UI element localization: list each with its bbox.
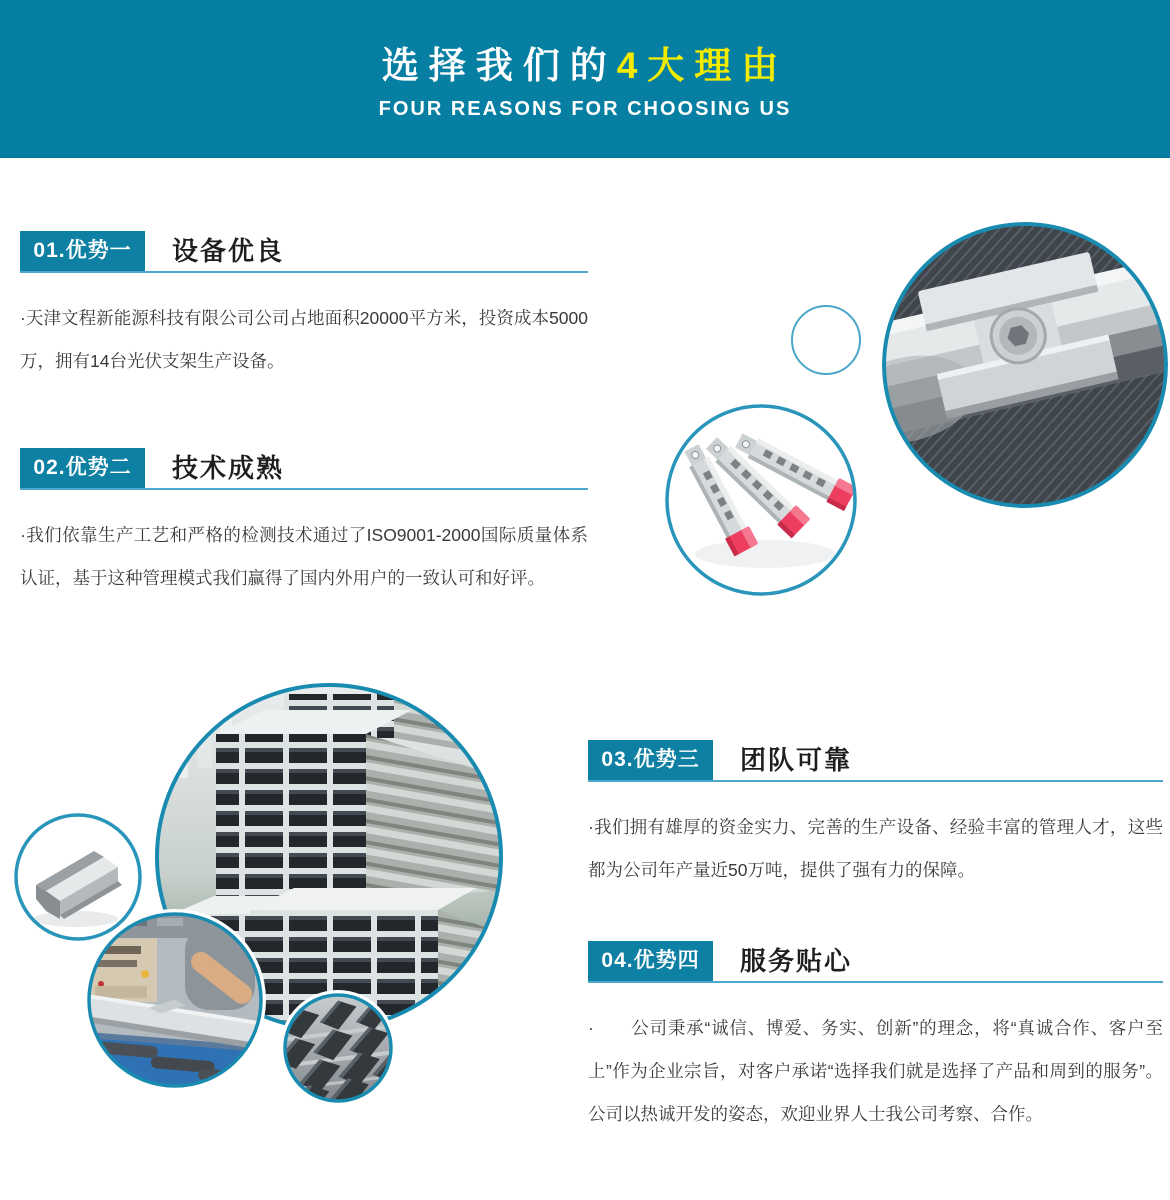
advantage-section-4 <box>588 941 1163 1136</box>
production-machine-illustration <box>87 912 263 1088</box>
advantage-2-tag: 02.优势二 <box>20 448 145 488</box>
advantage-3-text: ·我们拥有雄厚的资金实力、完善的生产设备、经验丰富的管理人才，这些都为公司年产量近50万吨，提供了强有力的保障。 <box>588 817 1163 880</box>
photo-stacked-parts <box>283 993 393 1103</box>
advantage-section-1 <box>20 231 588 383</box>
photo-solar-clamp <box>882 222 1168 508</box>
advantage-4-tag: 04.优势四 <box>588 941 713 981</box>
advantage-1-tag: 01.优势一 <box>20 231 145 271</box>
advantage-section-3 <box>588 740 1163 892</box>
advantage-2-header <box>20 448 588 490</box>
photo-u-channel <box>14 813 142 941</box>
advantage-4-title: 服务贴心 <box>740 946 853 976</box>
advantage-3-tag: 03.优势三 <box>588 740 713 780</box>
advantage-4-header <box>588 941 1163 983</box>
solar-clamp-illustration <box>882 222 1168 508</box>
advantage-3-header <box>588 740 1163 782</box>
bracket-bars-illustration <box>665 404 857 596</box>
decorative-ring <box>791 305 861 375</box>
page-title <box>0 0 1170 88</box>
advantage-2-title: 技术成熟 <box>172 453 285 483</box>
page-title-main: 选择我们的 <box>381 45 617 86</box>
advantage-4-text: · 公司秉承“诚信、博爱、务实、创新”的理念，将“真诚合作、客户至上”作为企业宗旨，对客户承诺“选择我们就是选择了产品和周到的服务”。公司以热诚开发的姿态，欢迎业界人士我公司考察、合作。 <box>588 1018 1163 1124</box>
page-subtitle: FOUR REASONS FOR CHOOSING US <box>378 98 792 121</box>
page-title-highlight: 4大理由 <box>616 45 789 86</box>
advantage-section-2 <box>20 448 588 600</box>
photo-bracket-bars <box>665 404 857 596</box>
advantage-1-text: ·天津文程新能源科技有限公司公司占地面积20000平方米，投资成本5000万，拥有14台光伏支架生产设备。 <box>20 308 588 371</box>
advantage-1-title: 设备优良 <box>172 236 285 266</box>
stacked-parts-illustration <box>283 993 393 1103</box>
advantage-1-header <box>20 231 588 273</box>
u-channel-illustration <box>14 813 142 941</box>
advantage-3-title: 团队可靠 <box>740 745 853 775</box>
photo-production-machine <box>87 912 263 1088</box>
advantage-2-text: ·我们依靠生产工艺和严格的检测技术通过了ISO9001-2000国际质量体系认证，基于这种管理模式我们赢得了国内外用户的一致认可和好评。 <box>20 525 588 588</box>
banner <box>0 0 1170 158</box>
